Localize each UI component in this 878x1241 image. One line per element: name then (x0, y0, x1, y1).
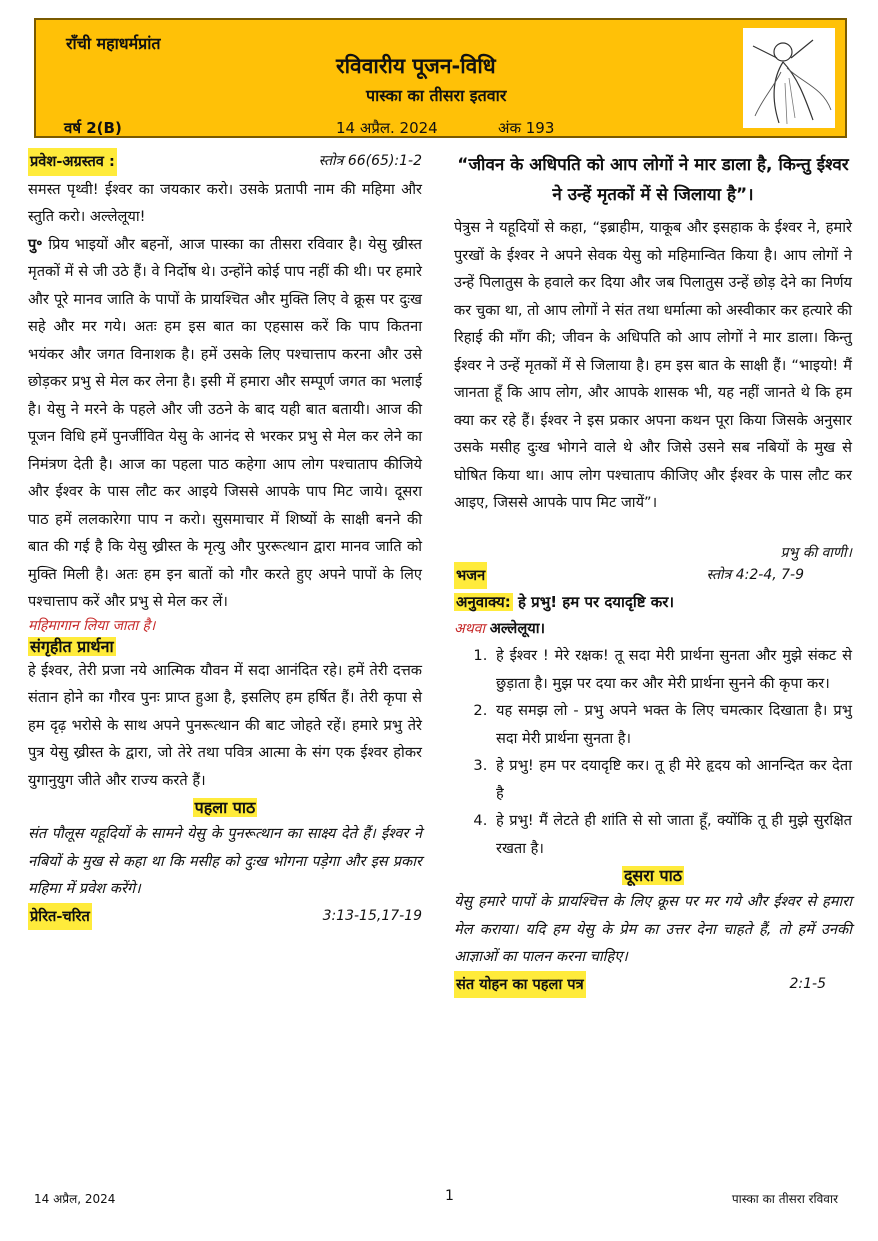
acts-heading: प्रेरित-चरित (28, 903, 92, 931)
diocese-name: राँची महाधर्मप्रांत (66, 34, 161, 53)
issue-label: अंक 193 (498, 119, 555, 137)
first-reading-text: पेत्रुस ने यहूदियों से कहा, “इब्राहीम, याकूब और इसहाक के ईश्वर ने, हमारे पुरखों के ईश्वर ने अपने सेवक येसु को महिमान्वित किया है। आप लोगों ने उन्हें पिलातुस के हवाले कर दिया और जब पिलातुस उन्हें छोड़ देने का निर्णय कर चुका था, तो आप लोगों ने संत तथा धर्मात्मा को अस्वीकार कर हत्यारे की रिहाई की माँग की; जीवन के अधिपति को आप लोगों ने मार डाला। किन्तु ईश्वर ने उन्हें मृतकों में से जिलाया है। हम इस बात के साक्षी हैं। “भाइयो! मैं जानता हूँ कि आप लोग, और आपके शासक भी, यह नहीं जानते थे कि हम क्या कर रहे हैं। ईश्वर ने इस प्रकार अपना कथन पूरा किया जिसके अनुसार उसके मसीह दुःख भोगने वाले थे और जिसे उसने सब नबियों के मुख से घोषित किया था। आप लोग पश्चाताप कीजिए और ईश्वर के पास लौट कर आइए, जिससे आपके पाप मिट जायें”। (454, 219, 852, 511)
header-banner (34, 18, 847, 138)
priest-label: पु॰ (28, 235, 43, 253)
word-of-lord: प्रभु की वाणी। (780, 544, 852, 561)
gloria-note: महिमागान लिया जाता है। (28, 617, 156, 634)
first-reading-heading-row (28, 796, 422, 818)
john-heading-row (454, 971, 852, 999)
footer-title: पास्का का तीसरा रविवार (731, 1192, 838, 1206)
footer-date: 14 अप्रैल, 2024 (34, 1192, 116, 1206)
entrance-antiphon-heading-row (28, 148, 422, 176)
footer-page-number: 1 (445, 1188, 454, 1204)
first-reading-heading: पहला पाठ (194, 798, 256, 817)
psalm-verse: 4. हे प्रभु! मैं लेटते ही शांति से सो जाता हूँ, क्योंकि तू ही मुझे सुरक्षित रखता है। (492, 807, 852, 862)
page-subtitle: पास्का का तीसरा इतवार (366, 86, 507, 105)
psalm-verse: 3. हे प्रभु! हम पर दयादृष्टि कर। तू ही मेरे हृदय को आनन्दित कर देता है (492, 752, 852, 807)
second-reading-heading: दूसरा पाठ (623, 866, 683, 885)
year-label: वर्ष 2(B) (64, 119, 122, 137)
response-text: हे प्रभु! हम पर दयादृष्टि कर। (517, 593, 675, 611)
collect-heading-row (28, 635, 422, 657)
introduction-text: प्रिय भाइयों और बहनों, आज पास्का का तीसरा रविवार है। येसु ख्रीस्त मृतकों में से जी उठे हैं। वे निर्दोष थे। उन्होंने कोई पाप नहीं की थी। पर हमारे और पूरे मानव जाति के पापों के प्रायश्चित और मुक्ति लिए वे क्रूस पर दुःख सहे और मर गये। अतः हम इस बात का एहसास करें कि पाप कितना भयंकर और जगत विनाशक है। हमें उसके लिए पश्चात्ताप करना और उसे छोड़कर प्रभु से मेल कर लेना है। इसी में हमारा और सम्पूर्ण जगत का भलाई है। येसु ने मरने के पहले और जी उठने के बाद यही बात बतायी। आज की पूजन विधि हमें पुनर्जीवित येसु के आनंद से भरकर प्रभु से मेल कर लेने का निमंत्रण देती है। आज का पहला पाठ कहेगा आप लोग पश्चाताप कीजिये और ईश्वर के पास लौट कर आइये जिससे आपके पाप मिट जाये। दूसरा पाठ हमें ललकारेगा पाप न करो। सुसमाचार में शिष्यों के साक्षी बनने की बात की गई है कि येसु ख्रीस्त के मृत्यु और पुररूत्थान द्वारा मानव जाति को मुक्ति मिली है। अतः हम इन बातों को गौर करते हुए अपने पापों के लिए पश्चात्ताप करें और प्रभु से मेल कर लें। (28, 235, 422, 610)
risen-christ-sketch-icon (743, 28, 835, 128)
collect-heading: संगृहीत प्रार्थना (30, 636, 114, 656)
date-label: 14 अप्रैल. 2024 (336, 119, 438, 137)
reading-quote: “जीवन के अधिपति को आप लोगों ने मार डाला है, किन्तु ईश्वर ने उन्हें मृतकों में से जिलाया है”। (457, 155, 849, 205)
or-label: अथवा (454, 621, 486, 637)
psalm-heading: भजन (454, 562, 487, 590)
introduction-paragraph (28, 231, 422, 616)
left-column (28, 148, 422, 930)
psalm-verse: 2. यह समझ लो - प्रभु अपने भक्त के लिए चमत्कार दिखाता है। प्रभु सदा मेरी प्रार्थना सुनता है। (492, 697, 852, 752)
psalm-verses (454, 642, 852, 862)
first-reading-intro: संत पौलूस यहूदियों के सामने येसु के पुनरूत्थान का साक्ष्य देते हैं। ईश्वर ने नबियों के मुख से कहा था कि मसीह को दुःख भोगना पड़ेगा और इस प्रकार महिमा में प्रवेश करेंगे। (28, 825, 422, 897)
psalm-verse: 1. हे ईश्वर ! मेरे रक्षक! तू सदा मेरी प्रार्थना सुनता और मुझे संकट से छुड़ाता है। मुझ पर दया कर और मेरी प्रार्थना सुनने की कृपा कर। (492, 642, 852, 697)
entrance-antiphon-heading: प्रवेश-अग्रस्तव : (28, 148, 117, 176)
john-ref: 2:1-5 (789, 975, 826, 992)
alleluia-response: अल्लेलूया। (489, 620, 545, 637)
response-row (454, 589, 852, 616)
psalm-ref: स्तोत्र 4:2-4, 7-9 (706, 566, 804, 583)
john-heading: संत योहन का पहला पत्र (454, 971, 586, 999)
collect-text: हे ईश्वर, तेरी प्रजा नये आत्मिक यौवन में सदा आनंदित रहे। हमें तेरी दत्तक संतान होने का गौरव पुनः प्राप्त हुआ है, इसलिए हम हर्षित हैं। तेरी कृपा से हम दृढ़ भरोसे के साथ अपने पुनरूत्थान की बाट जोहते रहें। हमारे प्रभु तेरे पुत्र येसु ख्रीस्त के द्वारा, जो तेरे तथा पवित्र आत्मा के संग एक ईश्वर होकर युगानुयुग जीते और राज्य करते हैं। (28, 661, 422, 789)
second-reading-heading-row (454, 864, 852, 886)
acts-ref: 3:13-15,17-19 (322, 907, 422, 924)
page-title: रविवारीय पूजन-विधि (336, 54, 496, 78)
second-reading-intro: येसु हमारे पापों के प्रायश्चित्त के लिए क्रूस पर मर गये और ईश्वर से हमारा मेल कराया। यदि हम येसु के प्रेम का उत्तर देना चाहते हैं, तो हमें उनकी आज्ञाओं का पालन करना चाहिए। (454, 893, 852, 965)
or-row (454, 616, 852, 642)
entrance-antiphon-ref: स्तोत्र 66(65):1-2 (318, 153, 422, 169)
right-column (454, 148, 852, 998)
spacer (454, 517, 852, 543)
response-label: अनुवाक्य: (456, 593, 511, 611)
entrance-antiphon-text: समस्त पृथ्वी! ईश्वर का जयकार करो। उसके प्रतापी नाम की महिमा और स्तुति करो। अल्लेलूया! (28, 180, 422, 225)
psalm-heading-row (454, 562, 852, 590)
acts-heading-row (28, 903, 422, 931)
